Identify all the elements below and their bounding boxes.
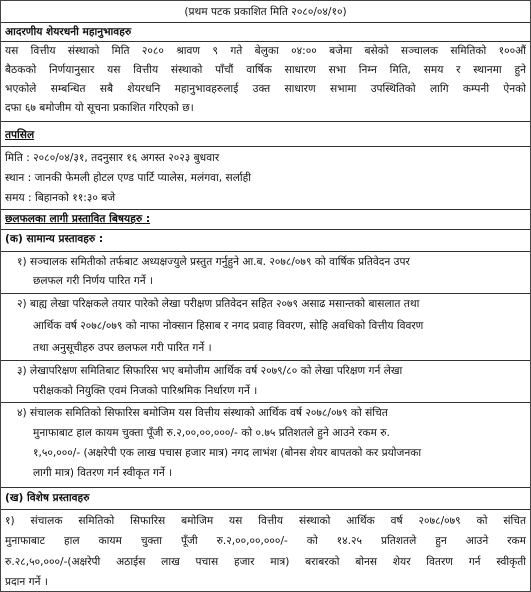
divider bbox=[1, 487, 530, 488]
special-item-1-line: १) संचालक समितिको सिफारिस बमोजिम यस वित्तीय संस्थाको आर्थिक वर्ष २०७८/०७९ को संचित bbox=[5, 515, 526, 527]
general-item-2-line: आर्थिक वर्ष २०७८/०७९ को नाफा नोक्सान हिसाब र नगद प्रवाह विवरण, सोहि अवधिको वित्तीय विवरण bbox=[33, 320, 424, 332]
general-item-4-line: ४) संचालक समितिको सिफारिस बमोजिम यस वित्तीय संस्थाको आर्थिक वर्ष २०७८/०७९ को संचित bbox=[17, 407, 388, 419]
divider bbox=[1, 251, 530, 252]
meeting-time: समय : बिहानको ११:३० बजे bbox=[5, 192, 116, 204]
intro-line: यस वित्तीय संस्थाको मिति २०८० श्रावण ९ गते बेलुका ०४:०० बजेमा बसेको सञ्चालक समितिको १००औं bbox=[5, 45, 526, 57]
general-item-4-line: लागी मात्र) वितरण गर्न स्वीकृत गर्ने । bbox=[33, 467, 173, 479]
divider bbox=[1, 509, 530, 510]
general-item-2-line: २) बाह्य लेखा परिक्षकले तयार पारेको लेखा परीक्षण प्रतिवेदन सहित २०७९ असाढ मसान्तको बासलात तथा bbox=[17, 298, 420, 310]
details-heading: तपसिल bbox=[5, 129, 35, 141]
divider bbox=[1, 209, 530, 210]
special-item-1-line: रु.२८,५०,०००/-(अक्षरेपी अठाईस लाख पचास हजार मात्र) बराबरको बोनस शेयर वितरण गर्न स्वीकृती bbox=[5, 556, 526, 568]
publication-header: (प्रथम पटक प्रकाशित मिति २०८०/०४/१०) bbox=[184, 6, 347, 18]
divider bbox=[1, 146, 530, 147]
section-general-heading: (क) सामान्य प्रस्तावहरु : bbox=[5, 233, 104, 245]
general-item-4-line: १,५०,०००/- (अक्षरेपी एक लाख पचास हजार मात्र) नगद लाभंश (बोनस शेयर बापतको कर प्रयोजनका bbox=[33, 447, 422, 459]
general-item-4-line: मुनाफाबाट हाल कायम चुक्ता पूँजी रु.२,००,००,०००/- को ०.७५ प्रतिशतले हुने आउने रकम रु. bbox=[33, 427, 390, 439]
general-item-3-line: ३) लेखापरिक्षण समितिबाट सिफारिस भए बमोजीम आर्थिक वर्ष २०७९/८० को लेखा परिक्षण गर्न लेखा bbox=[17, 365, 403, 377]
special-item-1-line: मुनाफाबाट हाल कायम चुक्ता पूँजी रु.२,००,००,०००/- को १४.२५ प्रतिशतले हुन आउने रकम bbox=[5, 535, 526, 547]
divider bbox=[1, 22, 530, 23]
general-item-1-line: छलफल गरी निर्णय पारित गर्ने । bbox=[33, 275, 153, 287]
section-special-heading: (ख) विशेष प्रस्तावहरु bbox=[5, 492, 90, 504]
agenda-heading: छलफलका लागी प्रस्तावित बिषयहरु : bbox=[5, 213, 151, 225]
general-item-1-line: १) सञ्चालक समितीको तर्फबाट अध्यक्षज्युले प्रस्तुत गर्नुहुने आ.ब. २०७८/०७९ को वार्षिक प्रतिवेदन उपर bbox=[17, 256, 410, 268]
meeting-date: मिति : २०८०/०४/३१, तदनुसार १६ अगस्त २०२३ बुधवार bbox=[5, 152, 220, 164]
meeting-venue: स्थान : जानकी फेमली होटल एण्ड पार्टि प्यालेस, मलंगवा, सर्लाही bbox=[5, 172, 251, 184]
intro-line: भएकोले सम्बन्धित सबै शेयरधनि महानुभावहरुलाई उक्त साधारण सभामा उपस्थितिको लागि कम्पनी ऐनको bbox=[5, 83, 526, 95]
intro-line: दफा ६७ बमोजीम यो सूचना प्रकाशित गरिएको छ। bbox=[5, 102, 194, 114]
divider bbox=[1, 41, 530, 42]
divider bbox=[1, 293, 530, 294]
intro-line: बैठकको निर्णयानुसार यस वित्तीय संस्थाको पाँचौं वार्षिक साधारण सभा निम्न मिति, समय र स्थानमा हुने bbox=[5, 64, 526, 76]
general-item-3-line: परीक्षकको नियुक्ति एवमं निजको पारिश्रमिक निर्धारण गर्ने । bbox=[33, 385, 258, 397]
salutation: आदरणीय शेयरधनी महानुभावहरु bbox=[5, 26, 132, 38]
special-item-1-line: प्रदान गर्ने । bbox=[5, 576, 48, 588]
divider bbox=[1, 229, 530, 230]
divider bbox=[1, 402, 530, 403]
divider bbox=[1, 360, 530, 361]
general-item-2-line: तथा अनुसूचीहरु उपर छलफल गरी पारित गर्ने । bbox=[33, 342, 212, 354]
divider bbox=[1, 121, 530, 122]
